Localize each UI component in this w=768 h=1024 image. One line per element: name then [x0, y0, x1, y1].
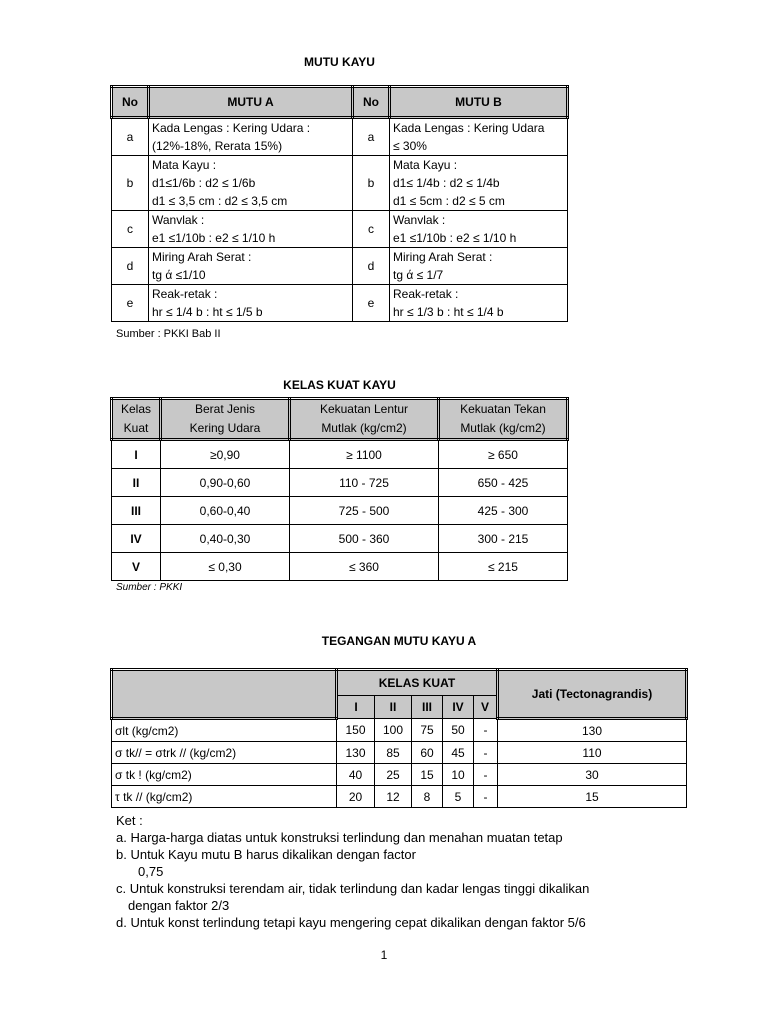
value-cell: 85 [375, 742, 412, 764]
kelas-kuat-table [110, 397, 569, 581]
jati-cell: 30 [498, 764, 687, 786]
mutu-kayu-title: MUTU KAYU [304, 55, 375, 69]
jati-cell: 15 [498, 786, 687, 808]
value-cell: 15 [412, 764, 443, 786]
kelas-cell: III [112, 497, 161, 525]
mutu-a-cell: Mata Kayu : d1≤1/6b : d2 ≤ 1/6b d1 ≤ 3,5 cm : d2 ≤ 3,5 cm [149, 156, 353, 211]
row-label: σ tk// = σtrk // (kg/cm2) [112, 742, 337, 764]
value-cell: 20 [337, 786, 375, 808]
row-label: τ tk // (kg/cm2) [112, 786, 337, 808]
table-row [112, 742, 687, 764]
jati-cell: 110 [498, 742, 687, 764]
header-jati: Jati (Tectonagrandis) [498, 670, 687, 719]
value-cell: 5 [443, 786, 474, 808]
notes [116, 812, 680, 931]
mutu-b-cell: Miring Arah Serat : tg ά ≤ 1/7 [390, 248, 568, 285]
header-class-iv: IV [443, 696, 474, 719]
mutu-kayu-table [110, 85, 569, 322]
row-no: e [353, 285, 390, 322]
tekan-cell: 650 - 425 [439, 469, 568, 497]
tegangan-title: TEGANGAN MUTU KAYU A [321, 634, 477, 648]
table-row [112, 285, 568, 322]
mutu-b-cell: Reak-retak : hr ≤ 1/3 b : ht ≤ 1/4 b [390, 285, 568, 322]
note-d: d. Untuk konst terlindung tetapi kayu mengering cepat dikalikan dengan faktor 5/6 [116, 915, 586, 930]
mutu-b-cell: Kada Lengas : Kering Udara ≤ 30% [390, 118, 568, 156]
kelas-cell: I [112, 440, 161, 469]
tekan-cell: ≥ 650 [439, 440, 568, 469]
lentur-cell: 725 - 500 [290, 497, 439, 525]
row-no: c [112, 211, 149, 248]
table-row [112, 440, 568, 469]
lentur-cell: ≤ 360 [290, 553, 439, 581]
mutu-a-cell: Reak-retak : hr ≤ 1/4 b : ht ≤ 1/5 b [149, 285, 353, 322]
table-row [112, 497, 568, 525]
header-class-v: V [474, 696, 498, 719]
row-label: σ tk ǃ (kg/cm2) [112, 764, 337, 786]
table-row [112, 786, 687, 808]
row-no: d [112, 248, 149, 285]
row-no: e [112, 285, 149, 322]
row-no: b [353, 156, 390, 211]
value-cell: - [474, 742, 498, 764]
tekan-cell: 300 - 215 [439, 525, 568, 553]
mutu-a-cell: Miring Arah Serat : tg ά ≤1/10 [149, 248, 353, 285]
row-label: σlt (kg/cm2) [112, 719, 337, 742]
header-kelas-kuat: KELAS KUAT [337, 670, 498, 696]
row-no: d [353, 248, 390, 285]
header-no-b: No [353, 87, 390, 118]
page-number: 1 [380, 948, 388, 962]
header-blank [112, 670, 337, 719]
table-row [112, 248, 568, 285]
header-class-i: I [337, 696, 375, 719]
header-mutu-b: MUTU B [390, 87, 568, 118]
kelas-cell: II [112, 469, 161, 497]
note-b: b. Untuk Kayu mutu B harus dikalikan dengan factor [116, 847, 416, 862]
header-class-ii: II [375, 696, 412, 719]
mutu-a-cell: Wanvlak : e1 ≤1/10b : e2 ≤ 1/10 h [149, 211, 353, 248]
note-c: c. Untuk konstruksi terendam air, tidak terlindung dan kadar lengas tinggi dikalikan [116, 881, 590, 896]
value-cell: 40 [337, 764, 375, 786]
value-cell: 75 [412, 719, 443, 742]
header-kekuatan-lentur: Kekuatan Lentur Mutlak (kg/cm2) [290, 399, 439, 440]
mutu-a-cell: Kada Lengas : Kering Udara : (12%-18%, Rerata 15%) [149, 118, 353, 156]
row-no: b [112, 156, 149, 211]
mutu-b-cell: Mata Kayu : d1≤ 1/4b : d2 ≤ 1/4b d1 ≤ 5cm : d2 ≤ 5 cm [390, 156, 568, 211]
value-cell: 25 [375, 764, 412, 786]
value-cell: 60 [412, 742, 443, 764]
header-berat-jenis: Berat Jenis Kering Udara [161, 399, 290, 440]
value-cell: - [474, 786, 498, 808]
table-row [112, 719, 687, 742]
kelas-kuat-source: Sumber : PKKI [116, 582, 183, 593]
header-no-a: No [112, 87, 149, 118]
lentur-cell: 500 - 360 [290, 525, 439, 553]
table-row [112, 118, 568, 156]
row-no: c [353, 211, 390, 248]
lentur-cell: 110 - 725 [290, 469, 439, 497]
kelas-kuat-title: KELAS KUAT KAYU [283, 378, 396, 392]
value-cell: 130 [337, 742, 375, 764]
tegangan-table [110, 668, 688, 808]
value-cell: 8 [412, 786, 443, 808]
berat-jenis-cell: 0,90-0,60 [161, 469, 290, 497]
tekan-cell: 425 - 300 [439, 497, 568, 525]
table-row [112, 553, 568, 581]
mutu-b-cell: Wanvlak : e1 ≤1/10b : e2 ≤ 1/10 h [390, 211, 568, 248]
table-row [112, 525, 568, 553]
table-row [112, 469, 568, 497]
value-cell: 100 [375, 719, 412, 742]
row-no: a [112, 118, 149, 156]
table-row [112, 156, 568, 211]
value-cell: 45 [443, 742, 474, 764]
berat-jenis-cell: 0,60-0,40 [161, 497, 290, 525]
kelas-cell: V [112, 553, 161, 581]
jati-cell: 130 [498, 719, 687, 742]
value-cell: 12 [375, 786, 412, 808]
mutu-kayu-source: Sumber : PKKI Bab II [116, 328, 221, 340]
tekan-cell: ≤ 215 [439, 553, 568, 581]
value-cell: 50 [443, 719, 474, 742]
header-kelas-kuat: Kelas Kuat [112, 399, 161, 440]
berat-jenis-cell: 0,40-0,30 [161, 525, 290, 553]
header-kekuatan-tekan: Kekuatan Tekan Mutlak (kg/cm2) [439, 399, 568, 440]
header-class-iii: III [412, 696, 443, 719]
berat-jenis-cell: ≥0,90 [161, 440, 290, 469]
table-row [112, 211, 568, 248]
table-row [112, 764, 687, 786]
berat-jenis-cell: ≤ 0,30 [161, 553, 290, 581]
kelas-cell: IV [112, 525, 161, 553]
value-cell: - [474, 764, 498, 786]
lentur-cell: ≥ 1100 [290, 440, 439, 469]
notes-heading: Ket : [116, 813, 143, 828]
note-a: a. Harga-harga diatas untuk konstruksi terlindung dan menahan muatan tetap [116, 830, 563, 845]
header-mutu-a: MUTU A [149, 87, 353, 118]
note-b-cont: 0,75 [138, 864, 164, 879]
value-cell: 150 [337, 719, 375, 742]
value-cell: - [474, 719, 498, 742]
note-c-cont: dengan faktor 2/3 [128, 898, 230, 913]
row-no: a [353, 118, 390, 156]
value-cell: 10 [443, 764, 474, 786]
